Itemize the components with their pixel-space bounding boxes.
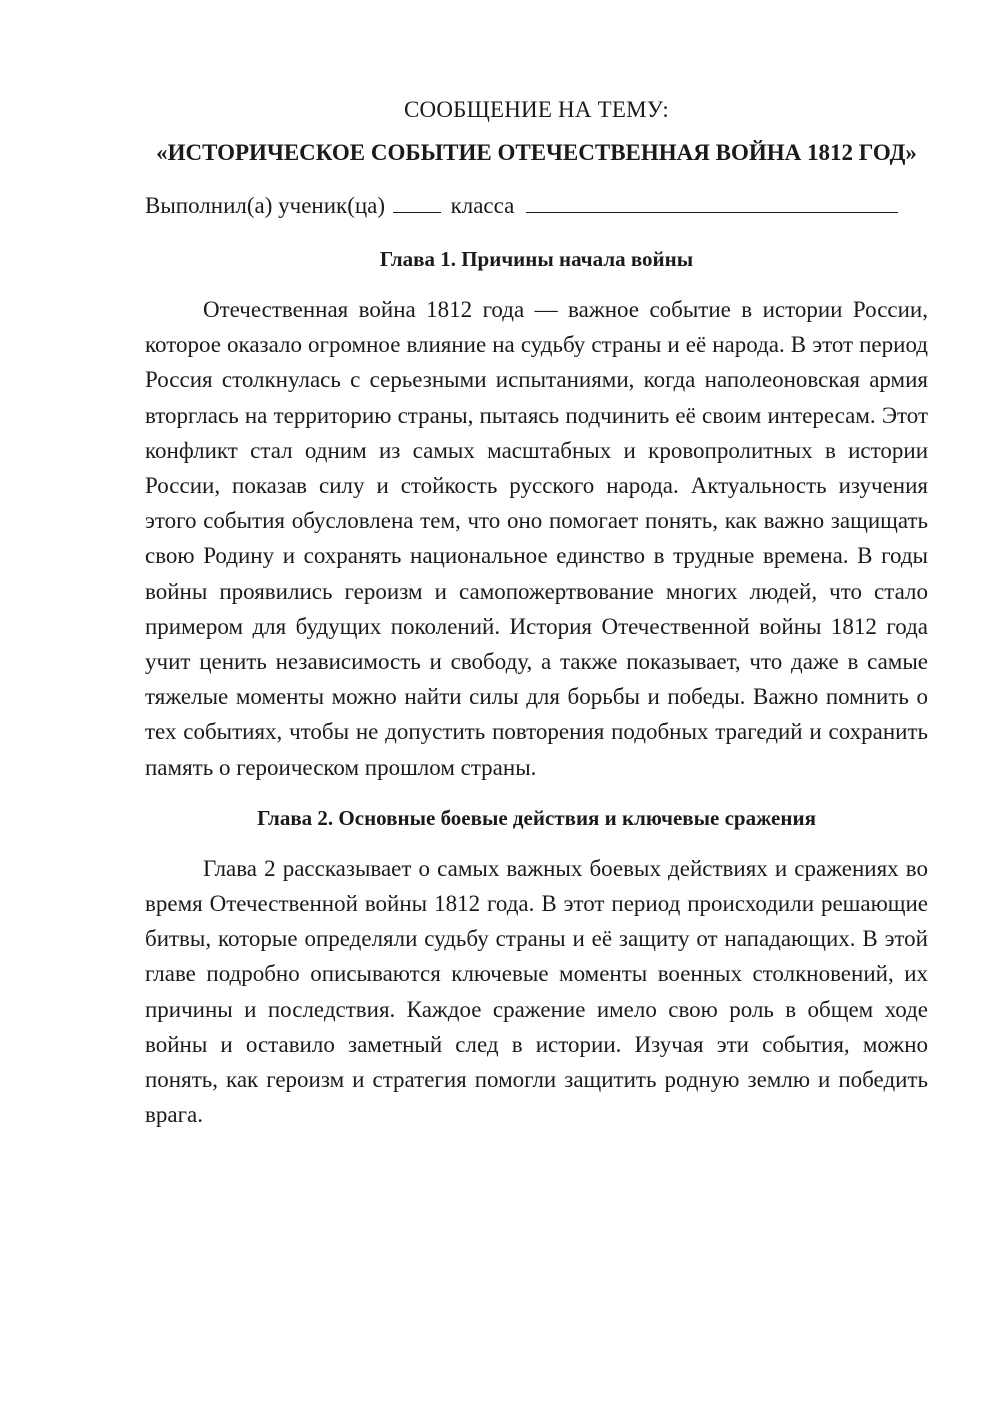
author-line [145, 188, 928, 223]
document-page [145, 92, 928, 1132]
author-label: Выполнил(а) ученик(ца) [145, 193, 386, 218]
author-name-blank [526, 190, 898, 213]
document-header: СООБЩЕНИЕ НА ТЕМУ: [404, 97, 669, 122]
chapter-1-heading: Глава 1. Причины начала войны [379, 247, 694, 271]
class-number-blank [393, 190, 441, 213]
class-label: класса [450, 193, 515, 218]
chapter-2-paragraph: Глава 2 рассказывает о самых важных боевых действиях и сражениях во время Отечественной войны 1812 года. В этот период происходили решающие битвы, которые определяли судьбу страны и её защиту от нападающих. В этой главе подробно описываются ключевые моменты военных столкновений, их причины и последствия. Каждое сражение имело свою роль в общем ходе войны и оставило заметный след в истории. Изучая эти события, можно понять, как героизм и стратегия помогли защитить родную землю и победить врага. [145, 855, 928, 1128]
document-title: «ИСТОРИЧЕСКОЕ СОБЫТИЕ ОТЕЧЕСТВЕННАЯ ВОЙНА 1812 ГОД» [156, 140, 917, 165]
chapter-1-paragraph: Отечественная война 1812 года — важное событие в истории России, которое оказало огромное влияние на судьбу страны и её народа. В этот период Россия столкнулась с серьезными испытаниями, когда наполеоновская армия вторглась на территорию страны, пытаясь подчинить её своим интересам. Этот конфликт стал одним из самых масштабных и кровопролитных в истории России, показав силу и стойкость русского народа. Актуальность изучения этого события обусловлена тем, что оно помогает понять, как важно защищать свою Родину и сохранять национальное единство в трудные времена. В годы войны проявились героизм и самопожертвование многих людей, что стало примером для будущих поколений. История Отечественной войны 1812 года учит ценить независимость и свободу, а также показывает, что даже в самые тяжелые моменты можно найти силы для борьбы и победы. Важно помнить о тех событиях, чтобы не допустить повторения подобных трагедий и сохранить память о героическом прошлом страны. [145, 297, 928, 780]
chapter-2-heading: Глава 2. Основные боевые действия и ключевые сражения [257, 805, 816, 830]
